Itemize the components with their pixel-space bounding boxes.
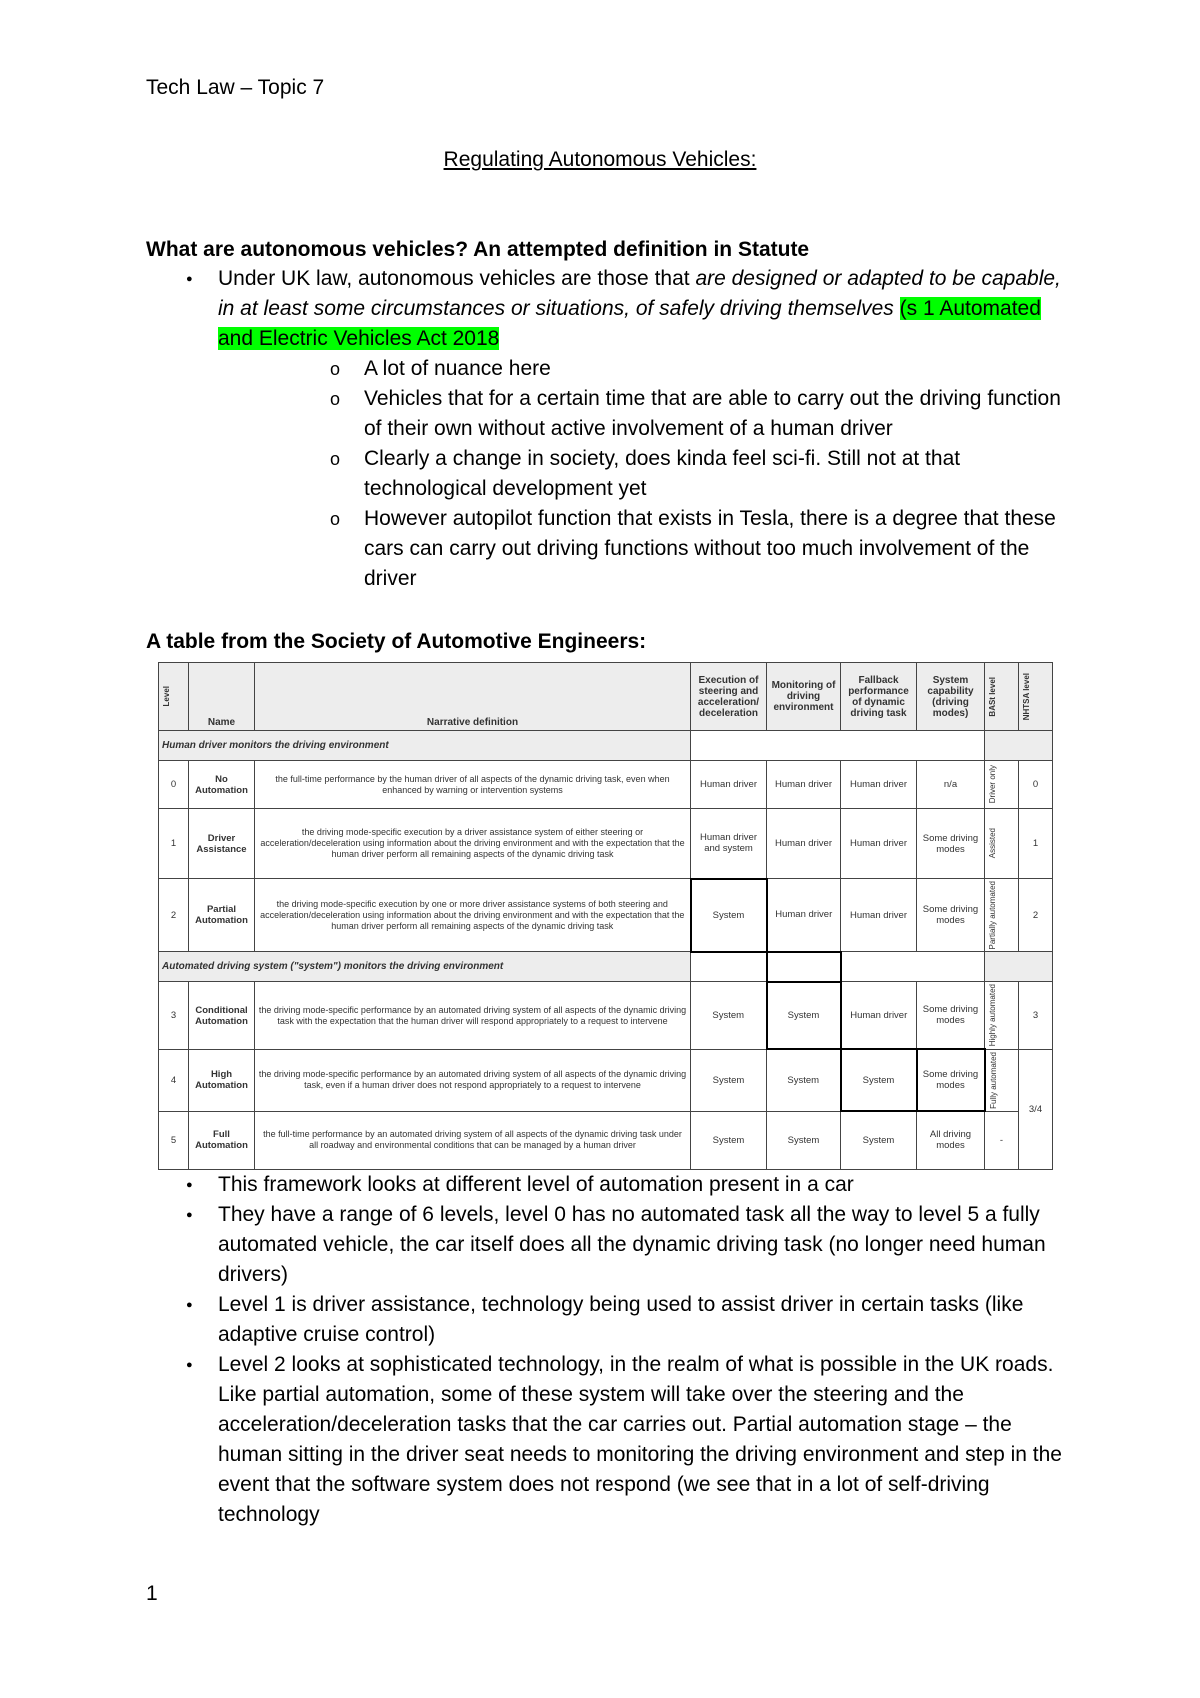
cell-fallback: System xyxy=(841,1049,917,1111)
cell-capability: Some driving modes xyxy=(917,1049,985,1111)
cell-extra1: Highly automated xyxy=(985,982,1019,1049)
cell-narrative: the driving mode-specific performance by an automated driving system of all aspects of the dynamic driving task with the expectation that the human driver will respond appropriately to a request to intervene xyxy=(255,982,691,1049)
definition-bullet xyxy=(146,264,1066,594)
cell-narrative: the full-time performance by the human driver of all aspects of the dynamic driving task, even when enhanced by warning or intervention systems xyxy=(255,761,691,809)
cell-level: 1 xyxy=(159,809,189,879)
cell-capability: n/a xyxy=(917,761,985,809)
sub-bullet: o A lot of nuance here xyxy=(218,354,1066,384)
cell-extra1: Assisted xyxy=(985,809,1019,879)
col-capability: System capability (driving modes) xyxy=(917,663,985,731)
cell-extra1: Driver only xyxy=(985,761,1019,809)
band-row xyxy=(159,731,1053,761)
cell-name: Conditional Automation xyxy=(189,982,255,1049)
cell-narrative: the driving mode-specific execution by a driver assistance system of either steering or acceleration/deceleration using information about the driving environment and with the expectation that the human driver perform all remaining aspects of the dynamic driving task xyxy=(255,809,691,879)
col-name: Name xyxy=(189,663,255,731)
cell-name: No Automation xyxy=(189,761,255,809)
col-monitoring: Monitoring of driving environment xyxy=(767,663,841,731)
cell-fallback: Human driver xyxy=(841,809,917,879)
col-fallback: Fallback performance of dynamic driving task xyxy=(841,663,917,731)
definition-sublist xyxy=(218,354,1066,594)
framework-list xyxy=(146,1170,1066,1530)
cell-name: High Automation xyxy=(189,1049,255,1111)
table-header-row xyxy=(159,663,1053,731)
cell-name: Full Automation xyxy=(189,1111,255,1169)
cell-execution: System xyxy=(691,982,767,1049)
cell-level: 0 xyxy=(159,761,189,809)
cell-execution: System xyxy=(691,879,767,952)
definition-list xyxy=(146,264,1066,594)
cell-fallback: Human driver xyxy=(841,879,917,952)
band-label: Automated driving system ("system") monitors the driving environment xyxy=(159,952,691,982)
cell-extra2: 3 xyxy=(1019,982,1053,1049)
cell-extra2: 2 xyxy=(1019,879,1053,952)
cell-level: 5 xyxy=(159,1111,189,1169)
cell-monitoring: System xyxy=(767,1111,841,1169)
cell-extra2: 3/4 xyxy=(1019,1049,1053,1169)
col-extra2: NHTSA level xyxy=(1019,663,1053,731)
col-execution: Execution of steering and acceleration/ deceleration xyxy=(691,663,767,731)
cell-name: Partial Automation xyxy=(189,879,255,952)
statute-quote: are designed or adapted to be capable, in at least some circumstances or situations, of safely driving themselves xyxy=(218,267,1061,320)
cell-level: 2 xyxy=(159,879,189,952)
cell-extra1: - xyxy=(985,1111,1019,1169)
bullet-lead-text: Under UK law, autonomous vehicles are those that xyxy=(218,267,696,290)
table-row xyxy=(159,982,1053,1049)
sub-bullet: o However autopilot function that exists in Tesla, there is a degree that these cars can carry out driving functions without too much involvement of the driver xyxy=(218,504,1066,594)
cell-capability: All driving modes xyxy=(917,1111,985,1169)
list-item: ● This framework looks at different level of automation present in a car xyxy=(146,1170,1066,1200)
cell-monitoring: Human driver xyxy=(767,879,841,952)
table-row xyxy=(159,809,1053,879)
cell-execution: Human driver and system xyxy=(691,809,767,879)
cell-extra1: Partially automated xyxy=(985,879,1019,952)
cell-extra2: 1 xyxy=(1019,809,1053,879)
col-narrative: Narrative definition xyxy=(255,663,691,731)
section-heading-definition: What are autonomous vehicles? An attempted definition in Statute xyxy=(146,238,810,261)
cell-name: Driver Assistance xyxy=(189,809,255,879)
list-item: ● Level 2 looks at sophisticated technology, in the realm of what is possible in the UK roads. Like partial automation, some of these system will take over the steering and the acceleration/deceleration tasks that the car carries out. Partial automation stage – the human sitting in the driver seat needs to monitoring the driving environment and step in the event that the software system does not respond (we see that in a lot of self-driving technology xyxy=(146,1350,1066,1530)
table-row xyxy=(159,1049,1053,1111)
col-extra1: BASt level xyxy=(985,663,1019,731)
page-header: Tech Law – Topic 7 xyxy=(146,76,325,99)
band-row xyxy=(159,952,1053,982)
cell-monitoring: Human driver xyxy=(767,809,841,879)
table-row xyxy=(159,879,1053,952)
cell-extra1: Fully automated xyxy=(985,1049,1019,1111)
band-label: Human driver monitors the driving environment xyxy=(159,731,691,761)
cell-monitoring: Human driver xyxy=(767,761,841,809)
cell-capability: Some driving modes xyxy=(917,982,985,1049)
table-row xyxy=(159,1111,1053,1169)
table-row xyxy=(159,761,1053,809)
cell-narrative: the full-time performance by an automated driving system of all aspects of the dynamic driving task under all roadway and environmental conditions that can be managed by a human driver xyxy=(255,1111,691,1169)
col-level: Level xyxy=(159,663,189,731)
cell-fallback: Human driver xyxy=(841,982,917,1049)
cell-capability: Some driving modes xyxy=(917,879,985,952)
cell-monitoring: System xyxy=(767,1049,841,1111)
cell-monitoring: System xyxy=(767,982,841,1049)
list-item: ● Level 1 is driver assistance, technology being used to assist driver in certain tasks (like adaptive cruise control) xyxy=(146,1290,1066,1350)
cell-extra2: 0 xyxy=(1019,761,1053,809)
cell-narrative: the driving mode-specific execution by one or more driver assistance systems of both steering and acceleration/deceleration using information about the driving environment and with the expectation that the human driver perform all remaining aspects of the dynamic driving task xyxy=(255,879,691,952)
cell-fallback: System xyxy=(841,1111,917,1169)
cell-capability: Some driving modes xyxy=(917,809,985,879)
cell-execution: Human driver xyxy=(691,761,767,809)
list-item: ● They have a range of 6 levels, level 0 has no automated task all the way to level 5 a fully automated vehicle, the car itself does all the dynamic driving task (no longer need human drivers) xyxy=(146,1200,1066,1290)
cell-execution: System xyxy=(691,1111,767,1169)
cell-narrative: the driving mode-specific performance by an automated driving system of all aspects of the dynamic driving task, even if a human driver does not respond appropriately to a request to intervene xyxy=(255,1049,691,1111)
statute-citation: (s 1 Automated and Electric Vehicles Act 2018 xyxy=(218,297,1041,350)
sub-bullet: o Vehicles that for a certain time that are able to carry out the driving function of their own without active involvement of a human driver xyxy=(218,384,1066,444)
sub-bullet: o Clearly a change in society, does kinda feel sci-fi. Still not at that technological development yet xyxy=(218,444,1066,504)
page-title: Regulating Autonomous Vehicles: xyxy=(443,148,757,171)
page-number: 1 xyxy=(146,1582,158,1605)
cell-fallback: Human driver xyxy=(841,761,917,809)
section-heading-sae: A table from the Society of Automotive Engineers: xyxy=(146,630,647,653)
cell-execution: System xyxy=(691,1049,767,1111)
cell-level: 4 xyxy=(159,1049,189,1111)
cell-level: 3 xyxy=(159,982,189,1049)
sae-levels-table xyxy=(158,662,1053,1170)
